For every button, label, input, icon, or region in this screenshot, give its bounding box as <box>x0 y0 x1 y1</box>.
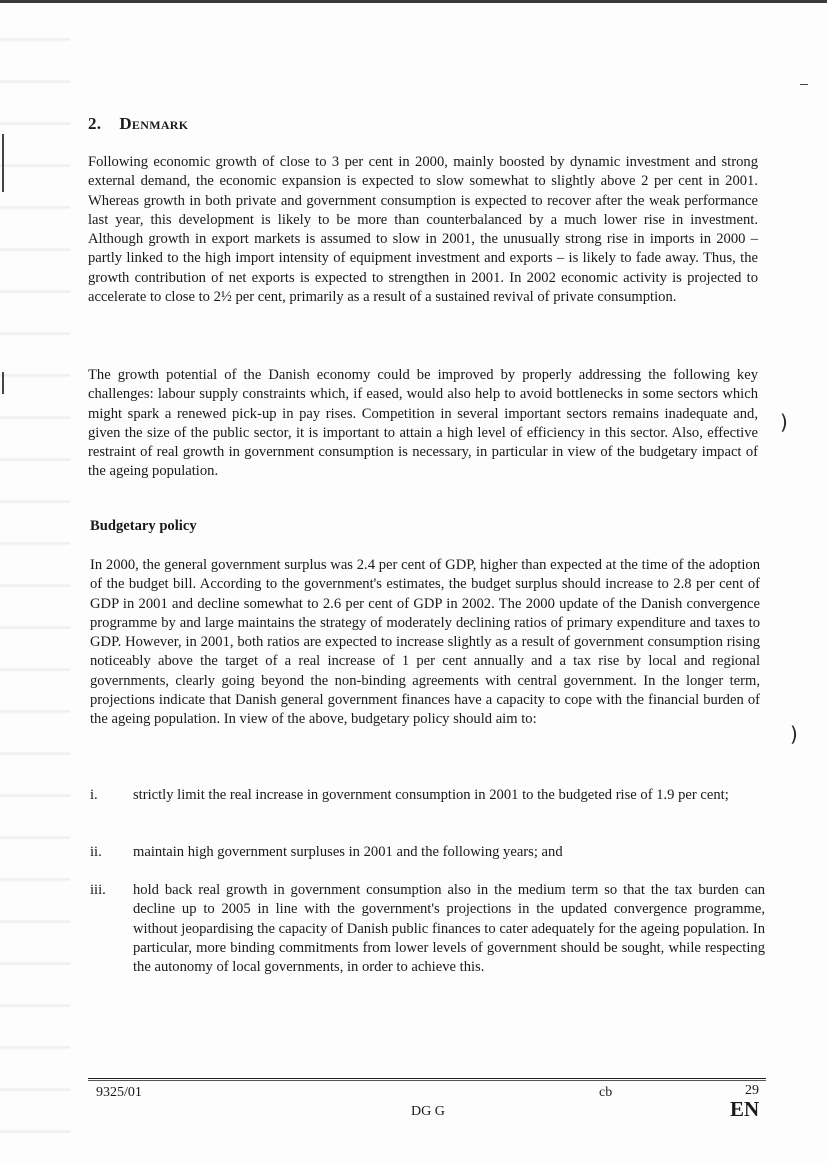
scan-edge-mark <box>2 134 4 192</box>
policy-list <box>90 881 765 977</box>
list-item-text: strictly limit the real increase in government consumption in 2001 to the budgeted rise of 1.9 per cent; <box>133 787 729 803</box>
paragraph-economic-outlook: Following economic growth of close to 3 per cent in 2000, mainly boosted by dynamic investment and strong external demand, the economic expansion is expected to slow somewhat to slightly above 2 per cent in 2001. Whereas growth in both private and government consumption is expected to recover after the weak performance last year, this development is likely to be more than counterbalanced by a much lower rise in investment. Although growth in export markets is assumed to slow in 2001, the unusually strong rise in imports in 2000 – partly linked to the high import intensity of equipment investment and exports – is likely to fade away. Thus, the growth contribution of net exports is expected to strengthen in 2001. In 2002 economic activity is projected to accelerate to close to 2½ per cent, primarily as a result of a sustained revival of private consumption. <box>88 154 758 306</box>
footer-rule <box>88 1080 766 1081</box>
scan-edge-mark <box>2 372 4 394</box>
list-item-text: hold back real growth in government consumption also in the medium term so that the tax burden can decline up to 2005 in line with the government's projections in the updated convergence programme, without jeopardising the capacity of Danish public finances to cater adequately for the ageing population. In particular, more binding commitments from lower levels of government should be sought, while respecting the autonomy of local governments, in order to achieve this. <box>133 882 765 976</box>
top-rule <box>0 0 827 3</box>
list-item <box>90 881 765 977</box>
list-marker: i. <box>90 787 98 803</box>
section-heading <box>88 114 188 134</box>
section-title: Denmark <box>119 114 189 133</box>
directorate-label: DG G <box>411 1104 445 1119</box>
list-item <box>90 843 765 862</box>
list-marker: iii. <box>90 882 106 898</box>
language-code: EN <box>730 1097 760 1121</box>
scan-margin-noise <box>0 0 70 1163</box>
section-number: 2. <box>88 114 102 133</box>
list-item <box>90 786 765 805</box>
scan-dash-mark <box>800 84 808 85</box>
document-reference: 9325/01 <box>96 1085 142 1100</box>
list-item-text: maintain high government surpluses in 2001 and the following years; and <box>133 844 563 860</box>
paragraph-growth-potential: The growth potential of the Danish economy could be improved by properly addressing the following key challenges: labour supply constraints which, if eased, would also help to avoid bottlenecks in some sectors which might spark a renewed pick-up in pay rises. Competition in several important sectors remains inadequate and, given the size of the public sector, it is important to attain a high level of efficiency in this sector. Also, effective restraint of real growth in government consumption is necessary, in particular in view of the budgetary impact of the ageing population. <box>88 367 758 480</box>
page-number: 29 <box>745 1083 759 1098</box>
author-initials: cb <box>599 1085 613 1100</box>
policy-list <box>90 786 765 805</box>
paragraph-budgetary-policy: In 2000, the general government surplus was 2.4 per cent of GDP, higher than expected at the time of the adoption of the budget bill. According to the government's estimates, the budget surplus should increase to 2.8 per cent of GDP in 2001 and decline somewhat to 2.6 per cent of GDP in 2002. The 2000 update of the Danish convergence programme by and large maintains the strategy of moderately declining ratios of primary expenditure and taxes to GDP. However, in 2001, both ratios are expected to increase slightly as a result of government consumption rising noticeably above the target of a real increase of 1 per cent annually and a tax rise by local and regional governments, clearly going beyond the non-binding agreements with central government. In the longer term, projections indicate that Danish general government finances have a capacity to cope with the financial burden of the ageing population. In view of the above, budgetary policy should aim to: <box>90 557 760 728</box>
subheading-budgetary-policy: Budgetary policy <box>90 518 197 534</box>
list-marker: ii. <box>90 844 102 860</box>
policy-list <box>90 843 765 862</box>
scan-bracket-mark: ) <box>790 722 798 746</box>
scan-bracket-mark: ) <box>780 410 788 434</box>
footer-rule <box>88 1078 766 1079</box>
